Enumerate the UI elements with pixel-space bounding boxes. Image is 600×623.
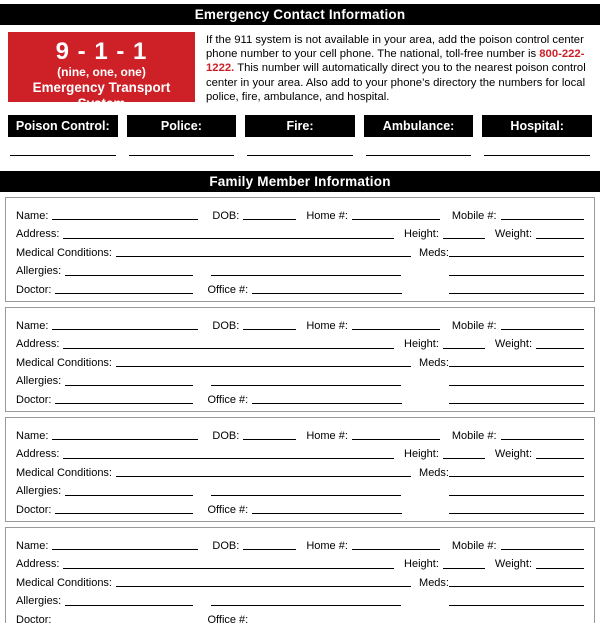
meds-continued-field[interactable] [449, 513, 584, 514]
dob-label: DOB: [212, 209, 240, 222]
allergies-label: Allergies: [16, 265, 62, 278]
paragraph-text-after: This number will automatically direct you to the nearest poison control center in your area. Also add to your phone’s directory the numbers for local police, fire, ambulance, and hospital. [206, 62, 586, 103]
meds-field[interactable] [449, 476, 584, 477]
meds-label: Meds: [419, 576, 449, 589]
height-field[interactable] [443, 348, 485, 349]
meds-continued-field[interactable] [449, 385, 584, 386]
poison-control-paragraph [206, 32, 592, 104]
allergies-continued-field[interactable] [211, 385, 401, 386]
ambulance-label: Ambulance: [364, 115, 474, 137]
mobile-phone-label: Mobile #: [451, 319, 497, 332]
dob-field[interactable] [243, 329, 296, 330]
name-label: Name: [16, 539, 49, 552]
home-phone-field[interactable] [352, 329, 440, 330]
home-phone-label: Home #: [306, 209, 348, 222]
911-words: (nine, one, one) [57, 65, 146, 79]
name-field[interactable] [52, 329, 198, 330]
medical-conditions-field[interactable] [116, 256, 411, 257]
doctor-label: Doctor: [16, 393, 52, 406]
911-number: 9 - 1 - 1 [55, 38, 148, 65]
address-label: Address: [16, 228, 60, 241]
meds-continued-field[interactable] [449, 275, 584, 276]
emergency-info-section [8, 32, 592, 111]
name-field[interactable] [52, 549, 198, 550]
home-phone-field[interactable] [352, 549, 440, 550]
home-phone-label: Home #: [306, 539, 348, 552]
member-row-doctor [16, 278, 584, 297]
contact-column-ambulance [364, 115, 474, 156]
ambulance-field[interactable] [366, 155, 472, 156]
weight-label: Weight: [494, 558, 532, 571]
member-row-name [16, 424, 584, 443]
office-phone-label: Office #: [207, 393, 249, 406]
weight-field[interactable] [536, 568, 584, 569]
member-row-doctor [16, 388, 584, 407]
member-row-medical [16, 351, 584, 370]
contact-column-poison-control [8, 115, 118, 156]
meds-continued-field[interactable] [449, 605, 584, 606]
medical-conditions-label: Medical Conditions: [16, 576, 112, 589]
family-member-block-3 [5, 417, 595, 522]
weight-label: Weight: [494, 448, 532, 461]
height-field[interactable] [443, 458, 485, 459]
height-field[interactable] [443, 238, 485, 239]
fire-label: Fire: [245, 115, 355, 137]
weight-label: Weight: [494, 228, 532, 241]
allergies-field[interactable] [65, 495, 193, 496]
allergies-label: Allergies: [16, 595, 62, 608]
911-system-label: Emergency Transport System [32, 80, 171, 111]
member-row-name [16, 314, 584, 333]
mobile-phone-field[interactable] [501, 219, 584, 220]
section-header-family-member: Family Member Information [0, 171, 600, 192]
hospital-field[interactable] [484, 155, 590, 156]
meds-field[interactable] [449, 256, 584, 257]
doctor-label: Doctor: [16, 503, 52, 516]
emergency-contacts-row [8, 115, 592, 156]
poison-control-label: Poison Control: [8, 115, 118, 137]
allergies-field[interactable] [65, 605, 193, 606]
member-row-allergies [16, 260, 584, 279]
poison-control-phone-number: 800-222-1222. [206, 48, 585, 75]
meds-field[interactable] [449, 366, 584, 367]
member-row-allergies [16, 590, 584, 609]
dob-field[interactable] [243, 549, 296, 550]
doctor-label: Doctor: [16, 613, 52, 623]
weight-field[interactable] [536, 348, 584, 349]
height-label: Height: [404, 338, 439, 351]
mobile-phone-field[interactable] [501, 439, 584, 440]
member-row-doctor [16, 498, 584, 517]
medical-conditions-label: Medical Conditions: [16, 466, 112, 479]
office-phone-field[interactable] [252, 293, 402, 294]
contact-column-hospital [482, 115, 592, 156]
address-field[interactable] [63, 238, 394, 239]
height-label: Height: [404, 448, 439, 461]
address-field[interactable] [63, 348, 394, 349]
section-header-emergency-contact: Emergency Contact Information [0, 4, 600, 25]
member-row-medical [16, 241, 584, 260]
meds-continued-field[interactable] [449, 403, 584, 404]
home-phone-field[interactable] [352, 219, 440, 220]
medical-conditions-field[interactable] [116, 476, 411, 477]
height-field[interactable] [443, 568, 485, 569]
member-row-allergies [16, 370, 584, 389]
doctor-label: Doctor: [16, 283, 52, 296]
office-phone-field[interactable] [252, 513, 402, 514]
allergies-continued-field[interactable] [211, 605, 401, 606]
name-label: Name: [16, 429, 49, 442]
name-field[interactable] [52, 439, 198, 440]
contact-column-police [127, 115, 237, 156]
family-member-block-1 [5, 197, 595, 302]
name-label: Name: [16, 319, 49, 332]
medical-conditions-field[interactable] [116, 366, 411, 367]
dob-field[interactable] [243, 439, 296, 440]
dob-field[interactable] [243, 219, 296, 220]
member-row-medical [16, 461, 584, 480]
address-field[interactable] [63, 568, 394, 569]
office-phone-label: Office #: [207, 283, 249, 296]
medical-conditions-label: Medical Conditions: [16, 356, 112, 369]
address-field[interactable] [63, 458, 394, 459]
home-phone-field[interactable] [352, 439, 440, 440]
mobile-phone-field[interactable] [501, 329, 584, 330]
home-phone-label: Home #: [306, 319, 348, 332]
height-label: Height: [404, 228, 439, 241]
member-row-name [16, 204, 584, 223]
911-badge [8, 32, 195, 111]
doctor-field[interactable] [55, 293, 193, 294]
doctor-field[interactable] [55, 403, 193, 404]
contact-column-fire [245, 115, 355, 156]
family-member-block-2 [5, 307, 595, 412]
allergies-continued-field[interactable] [211, 275, 401, 276]
allergies-label: Allergies: [16, 485, 62, 498]
police-label: Police: [127, 115, 237, 137]
allergies-field[interactable] [65, 275, 193, 276]
office-phone-field[interactable] [252, 403, 402, 404]
allergies-field[interactable] [65, 385, 193, 386]
mobile-phone-label: Mobile #: [451, 209, 497, 222]
weight-field[interactable] [536, 238, 584, 239]
meds-continued-field[interactable] [449, 293, 584, 294]
name-field[interactable] [52, 219, 198, 220]
meds-label: Meds: [419, 246, 449, 259]
member-row-name [16, 534, 584, 553]
address-label: Address: [16, 448, 60, 461]
member-row-address [16, 223, 584, 242]
dob-label: DOB: [212, 319, 240, 332]
address-label: Address: [16, 338, 60, 351]
member-row-medical [16, 571, 584, 590]
meds-continued-field[interactable] [449, 495, 584, 496]
meds-field[interactable] [449, 586, 584, 587]
medical-conditions-label: Medical Conditions: [16, 246, 112, 259]
fire-field[interactable] [247, 155, 353, 156]
dob-label: DOB: [212, 539, 240, 552]
weight-label: Weight: [494, 338, 532, 351]
home-phone-label: Home #: [306, 429, 348, 442]
member-row-address [16, 443, 584, 462]
member-row-address [16, 553, 584, 572]
police-field[interactable] [129, 155, 235, 156]
member-row-doctor [16, 608, 584, 623]
allergies-continued-field[interactable] [211, 495, 401, 496]
office-phone-label: Office #: [207, 503, 249, 516]
meds-label: Meds: [419, 466, 449, 479]
poison-control-field[interactable] [10, 155, 116, 156]
dob-label: DOB: [212, 429, 240, 442]
member-row-allergies [16, 480, 584, 499]
paragraph-text-before: If the 911 system is not available in your area, add the poison control center phone number to your cell phone. The national, toll-free number is [206, 34, 584, 61]
weight-field[interactable] [536, 458, 584, 459]
allergies-label: Allergies: [16, 375, 62, 388]
doctor-field[interactable] [55, 513, 193, 514]
medical-conditions-field[interactable] [116, 586, 411, 587]
mobile-phone-field[interactable] [501, 549, 584, 550]
meds-label: Meds: [419, 356, 449, 369]
member-row-address [16, 333, 584, 352]
address-label: Address: [16, 558, 60, 571]
height-label: Height: [404, 558, 439, 571]
family-member-block-4 [5, 527, 595, 623]
mobile-phone-label: Mobile #: [451, 429, 497, 442]
office-phone-label: Office #: [207, 613, 249, 623]
name-label: Name: [16, 209, 49, 222]
mobile-phone-label: Mobile #: [451, 539, 497, 552]
hospital-label: Hospital: [482, 115, 592, 137]
